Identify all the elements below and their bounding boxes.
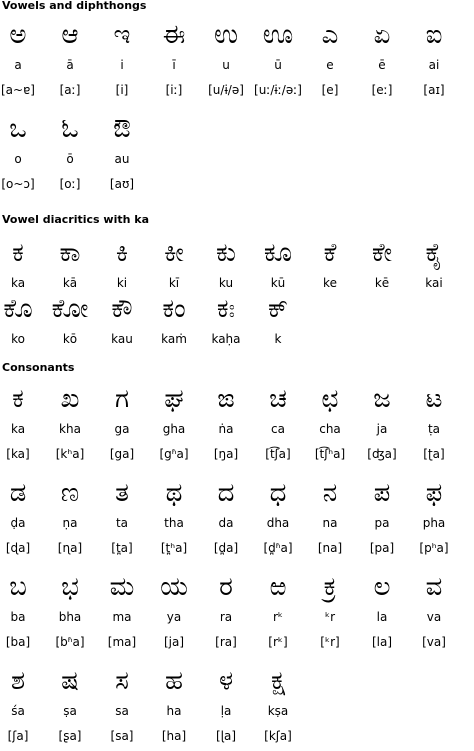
letter-cell — [96, 20, 148, 97]
transliteration: gha — [162, 422, 186, 436]
letter-cell — [44, 384, 96, 461]
transliteration: ū — [274, 58, 282, 72]
transliteration: kai — [425, 276, 443, 290]
letter-cell — [0, 20, 44, 97]
section-heading-vowel-diacritics-with-ka: Vowel diacritics with ka — [2, 213, 149, 226]
letter-cell — [200, 478, 252, 555]
transliteration: ō — [66, 152, 74, 166]
transliteration: a — [14, 58, 22, 72]
letter-cell — [96, 666, 148, 743]
transliteration: kā — [62, 276, 78, 290]
letter-cell — [96, 572, 148, 649]
kannada-glyph: ಕಾ — [59, 238, 81, 268]
kannada-glyph: ಜ — [373, 384, 391, 414]
transliteration: ā — [66, 58, 74, 72]
transliteration: ma — [112, 610, 132, 624]
letter-cell — [148, 478, 200, 555]
kannada-glyph: ತ — [115, 478, 129, 508]
transliteration: la — [376, 610, 388, 624]
transliteration: kū — [270, 276, 286, 290]
letter-cell — [304, 384, 356, 461]
letter-cell — [96, 294, 148, 346]
ipa-transcription: [ma] — [107, 635, 137, 649]
ipa-transcription: [ᵏr] — [320, 635, 340, 649]
ipa-transcription: [u/ɨ/ə] — [208, 83, 244, 97]
kannada-glyph: ವ — [425, 572, 443, 602]
letter-cell — [44, 572, 96, 649]
kannada-glyph: ನ — [322, 478, 338, 508]
transliteration: va — [426, 610, 442, 624]
ipa-transcription: [aɪ] — [423, 83, 445, 97]
ipa-transcription: [ʃa] — [7, 729, 29, 743]
kannada-glyph: ಗ — [114, 384, 130, 414]
kannada-glyph: ಆ — [61, 20, 79, 50]
letter-cell — [0, 572, 44, 649]
ipa-transcription: [d̪a] — [213, 541, 239, 555]
kannada-glyph: ಈ — [162, 20, 186, 50]
section-heading-vowels-and-diphthongs: Vowels and diphthongs — [2, 0, 147, 12]
transliteration: kī — [168, 276, 180, 290]
ipa-transcription: [ʈa] — [423, 447, 445, 461]
transliteration: ra — [219, 610, 233, 624]
kannada-glyph: ಊ — [262, 20, 294, 50]
kannada-glyph: ಕ — [12, 238, 24, 268]
kannada-glyph: ಹ — [164, 666, 184, 696]
transliteration: da — [218, 516, 234, 530]
kannada-glyph: ಱ — [269, 572, 287, 602]
ipa-transcription: [ɭa] — [215, 729, 237, 743]
kannada-glyph: ಮ — [109, 572, 135, 602]
transliteration: ḍa — [10, 516, 26, 530]
letter-cell — [96, 384, 148, 461]
transliteration: pha — [422, 516, 446, 530]
letter-cell — [200, 238, 252, 290]
ipa-transcription: [t͡ʃʰa] — [314, 447, 346, 461]
kannada-glyph: ಬ — [9, 572, 27, 602]
transliteration: śa — [11, 704, 25, 718]
ipa-transcription: [na] — [317, 541, 343, 555]
kannada-glyph: ಖ — [60, 384, 80, 414]
kannada-glyph: ಛ — [321, 384, 339, 414]
transliteration: ṅa — [218, 422, 234, 436]
letter-cell — [148, 572, 200, 649]
kannada-glyph: ಐ — [425, 20, 443, 50]
ipa-transcription: [pa] — [369, 541, 395, 555]
kannada-glyph: ಕೀ — [164, 238, 184, 268]
letter-cell — [148, 238, 200, 290]
letter-cell — [0, 666, 44, 743]
transliteration: ī — [172, 58, 176, 72]
letter-cell — [252, 238, 304, 290]
letter-cell — [0, 478, 44, 555]
kannada-glyph: ಟ — [425, 384, 443, 414]
transliteration: ka — [10, 422, 26, 436]
letter-cell — [44, 478, 96, 555]
kannada-glyph: ಒ — [9, 114, 27, 144]
letter-cell — [44, 20, 96, 97]
kannada-glyph: ಕಂ — [162, 294, 186, 324]
letter-cell — [44, 666, 96, 743]
letter-cell — [44, 114, 96, 191]
letter-cell — [408, 572, 460, 649]
letter-cell — [252, 478, 304, 555]
transliteration: kaḥa — [211, 332, 241, 346]
ipa-transcription: [t̪ʰa] — [160, 541, 188, 555]
ipa-transcription: [va] — [422, 635, 446, 649]
kannada-glyph: ಕೂ — [263, 238, 293, 268]
letter-cell — [252, 294, 304, 346]
transliteration: sa — [115, 704, 129, 718]
transliteration: ki — [116, 276, 128, 290]
transliteration: i — [120, 58, 124, 72]
kannada-glyph: ಕೋ — [51, 294, 89, 324]
letter-cell — [0, 384, 44, 461]
transliteration: pa — [374, 516, 390, 530]
kannada-glyph: ಕಿ — [115, 238, 129, 268]
transliteration: ka — [10, 276, 26, 290]
kannada-glyph: ಕ್ಷ — [270, 666, 286, 696]
kannada-glyph: ಙ — [217, 384, 235, 414]
kannada-glyph: ಕೊ — [3, 294, 33, 324]
ipa-transcription: [gʱa] — [159, 447, 189, 461]
transliteration: ᵏr — [324, 610, 336, 624]
kannada-glyph: ಕೈ — [425, 238, 443, 268]
ipa-transcription: [ha] — [161, 729, 187, 743]
letter-cell — [44, 294, 96, 346]
kannada-glyph: ಏ — [373, 20, 391, 50]
letter-cell — [408, 478, 460, 555]
ipa-transcription: [pʰa] — [419, 541, 449, 555]
ipa-transcription: [e] — [321, 83, 339, 97]
ipa-transcription: [ra] — [215, 635, 237, 649]
transliteration: cha — [319, 422, 341, 436]
letter-cell — [148, 666, 200, 743]
kannada-glyph: ಣ — [60, 478, 80, 508]
letter-cell — [96, 114, 148, 191]
ipa-transcription: [kʰa] — [55, 447, 85, 461]
kannada-glyph: ಘ — [164, 384, 184, 414]
letter-cell — [356, 20, 408, 97]
letter-cell — [0, 114, 44, 191]
transliteration: kē — [374, 276, 390, 290]
kannada-glyph: ಇ — [113, 20, 131, 50]
ipa-transcription: [ŋa] — [213, 447, 239, 461]
transliteration: tha — [164, 516, 184, 530]
ipa-transcription: [t͡ʃa] — [265, 447, 291, 461]
kannada-glyph: ಎ — [321, 20, 339, 50]
transliteration: ai — [428, 58, 440, 72]
ipa-transcription: [uː/ɨː/əː] — [254, 83, 302, 97]
letter-cell — [0, 238, 44, 290]
transliteration: na — [322, 516, 338, 530]
kannada-glyph: ಕ — [12, 384, 24, 414]
transliteration: ṇa — [62, 516, 78, 530]
ipa-transcription: [ʂa] — [58, 729, 82, 743]
transliteration: au — [114, 152, 130, 166]
letter-cell — [304, 478, 356, 555]
kannada-glyph: ಕು — [216, 238, 236, 268]
transliteration: ya — [166, 610, 182, 624]
transliteration: ḷa — [220, 704, 232, 718]
ipa-transcription: [ga] — [109, 447, 135, 461]
kannada-glyph: ಡ — [9, 478, 27, 508]
kannada-glyph: ಥ — [165, 478, 183, 508]
section-heading-consonants: Consonants — [2, 361, 75, 374]
ipa-transcription: [ɖa] — [5, 541, 31, 555]
kannada-glyph: ಭ — [61, 572, 79, 602]
letter-cell — [200, 20, 252, 97]
kannada-glyph: ಔ — [113, 114, 131, 144]
letter-cell — [408, 238, 460, 290]
letter-cell — [304, 572, 356, 649]
transliteration: kṣa — [267, 704, 289, 718]
letter-cell — [200, 384, 252, 461]
transliteration: ba — [10, 610, 26, 624]
transliteration: ja — [376, 422, 388, 436]
letter-cell — [200, 572, 252, 649]
transliteration: ko — [11, 332, 25, 346]
ipa-transcription: [ɳa] — [57, 541, 83, 555]
ipa-transcription: [i] — [115, 83, 129, 97]
transliteration: bha — [58, 610, 82, 624]
ipa-transcription: [ja] — [163, 635, 185, 649]
transliteration: ca — [271, 422, 285, 436]
transliteration: kha — [59, 422, 81, 436]
ipa-transcription: [ka] — [6, 447, 30, 461]
kannada-glyph: ಪ — [373, 478, 391, 508]
letter-cell — [356, 478, 408, 555]
letter-cell — [356, 572, 408, 649]
letter-cell — [96, 478, 148, 555]
ipa-transcription: [rᵏ] — [268, 635, 288, 649]
ipa-transcription: [kʃa] — [264, 729, 292, 743]
letter-cell — [356, 384, 408, 461]
transliteration: o — [14, 152, 22, 166]
ipa-transcription: [t̪a] — [111, 541, 133, 555]
kannada-glyph: ಕೇ — [371, 238, 393, 268]
transliteration: ha — [166, 704, 182, 718]
kannada-glyph: ದ — [217, 478, 235, 508]
ipa-transcription: [sa] — [110, 729, 134, 743]
letter-cell — [252, 384, 304, 461]
letter-cell — [0, 294, 44, 346]
ipa-transcription: [eː] — [371, 83, 393, 97]
letter-cell — [148, 294, 200, 346]
transliteration: ga — [114, 422, 130, 436]
letter-cell — [356, 238, 408, 290]
kannada-glyph: ಯ — [160, 572, 188, 602]
letter-cell — [252, 666, 304, 743]
letter-cell — [304, 20, 356, 97]
transliteration: rᵏ — [272, 610, 284, 624]
letter-cell — [252, 572, 304, 649]
letter-cell — [148, 20, 200, 97]
ipa-transcription: [aʊ] — [109, 177, 135, 191]
letter-cell — [408, 20, 460, 97]
ipa-transcription: [ba] — [5, 635, 31, 649]
letter-cell — [148, 384, 200, 461]
letter-cell — [252, 20, 304, 97]
kannada-glyph: ಚ — [269, 384, 287, 414]
transliteration: e — [326, 58, 334, 72]
kannada-glyph: ಧ — [269, 478, 287, 508]
ipa-transcription: [iː] — [165, 83, 183, 97]
letter-cell — [200, 666, 252, 743]
kannada-glyph: ಸ — [115, 666, 129, 696]
kannada-glyph: ಫ — [425, 478, 443, 508]
transliteration: ē — [378, 58, 386, 72]
ipa-transcription: [o~ɔ] — [1, 177, 35, 191]
transliteration: ta — [115, 516, 129, 530]
ipa-transcription: [bʱa] — [55, 635, 85, 649]
kannada-glyph: ಉ — [213, 20, 239, 50]
transliteration: kaṁ — [161, 332, 187, 346]
kannada-glyph: ಕಃ — [216, 294, 236, 324]
kannada-glyph: ಕೌ — [111, 294, 133, 324]
ipa-transcription: [la] — [371, 635, 393, 649]
kannada-glyph: ಕೆ — [323, 238, 337, 268]
transliteration: dha — [266, 516, 290, 530]
letter-cell — [96, 238, 148, 290]
kannada-glyph: ರ — [219, 572, 233, 602]
kannada-glyph: ಷ — [61, 666, 79, 696]
ipa-transcription: [a~ɐ] — [1, 83, 35, 97]
kannada-glyph: ಕ್ — [267, 294, 289, 324]
letter-cell — [200, 294, 252, 346]
transliteration: ṭa — [427, 422, 441, 436]
kannada-glyph: ಅ — [9, 20, 27, 50]
transliteration: ṣa — [63, 704, 77, 718]
transliteration: ke — [323, 276, 337, 290]
kannada-glyph: ಕ್ರ — [323, 572, 337, 602]
transliteration: kau — [111, 332, 133, 346]
transliteration: k — [274, 332, 282, 346]
ipa-transcription: [ʤa] — [367, 447, 397, 461]
kannada-glyph: ಳ — [218, 666, 234, 696]
ipa-transcription: [aː] — [59, 83, 81, 97]
transliteration: u — [222, 58, 230, 72]
transliteration: ku — [218, 276, 234, 290]
ipa-transcription: [oː] — [59, 177, 81, 191]
letter-cell — [304, 238, 356, 290]
transliteration: kō — [62, 332, 78, 346]
letter-cell — [408, 384, 460, 461]
letter-cell — [44, 238, 96, 290]
kannada-glyph: ಶ — [10, 666, 26, 696]
ipa-transcription: [d̪ʱa] — [263, 541, 293, 555]
kannada-glyph: ಲ — [373, 572, 391, 602]
kannada-glyph: ಓ — [61, 114, 79, 144]
